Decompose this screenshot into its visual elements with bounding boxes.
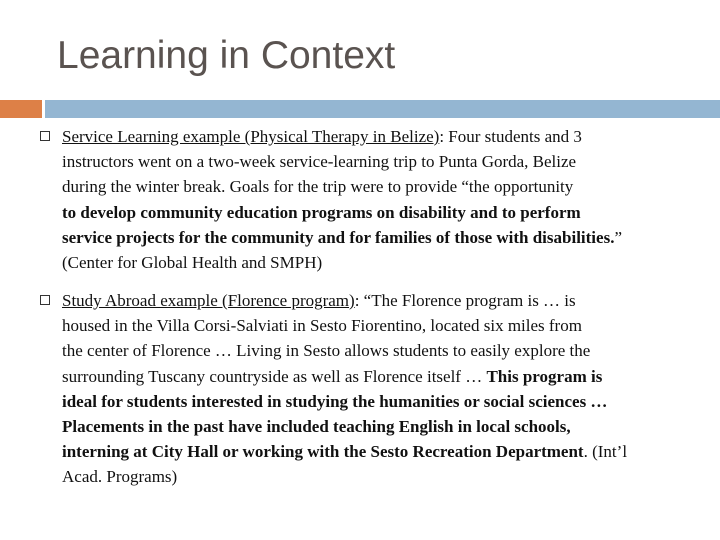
accent-bar-blue bbox=[45, 100, 720, 118]
text: : “The Florence program is … is bbox=[354, 291, 576, 310]
text-line: the center of Florence … Living in Sesto allows students to easily explore the bbox=[62, 341, 591, 361]
square-bullet-icon bbox=[40, 131, 50, 141]
bold-quote-line: service projects for the community and for families of those with disabilities. bbox=[62, 227, 615, 247]
square-bullet-icon bbox=[40, 295, 50, 305]
slide-title: Learning in Context bbox=[57, 34, 396, 77]
service-learning-heading: Service Learning example (Physical Therapy in Belize) bbox=[62, 127, 440, 146]
text: : Four students and 3 bbox=[439, 127, 582, 146]
bold-quote-text: This program is bbox=[486, 366, 603, 386]
bold-quote-line: interning at City Hall or working with the Sesto Recreation Department bbox=[62, 442, 584, 462]
text-line: instructors went on a two-week service-learning trip to Punta Gorda, Belize bbox=[62, 152, 577, 172]
text: . (Int’l bbox=[583, 442, 628, 462]
bold-quote-line: ideal for students interested in studying the humanities or social sciences … bbox=[62, 391, 608, 411]
study-abroad-heading: Study Abroad example (Florence program) bbox=[62, 291, 355, 310]
source-citation: (Center for Global Health and SMPH) bbox=[62, 252, 323, 272]
text-line: during the winter break. Goals for the trip were to provide “the opportunity bbox=[62, 177, 574, 197]
bold-quote-line: Placements in the past have included teaching English in local schools, bbox=[62, 416, 571, 436]
accent-bar-orange bbox=[0, 100, 42, 118]
text-line: housed in the Villa Corsi-Salviati in Sesto Fiorentino, located six miles from bbox=[62, 316, 582, 336]
bold-quote-line: to develop community education programs on disability and to perform bbox=[62, 202, 581, 222]
text: ” bbox=[614, 227, 622, 247]
source-citation: Acad. Programs) bbox=[62, 467, 178, 487]
text: surrounding Tuscany countryside as well as Florence itself … bbox=[62, 366, 487, 386]
